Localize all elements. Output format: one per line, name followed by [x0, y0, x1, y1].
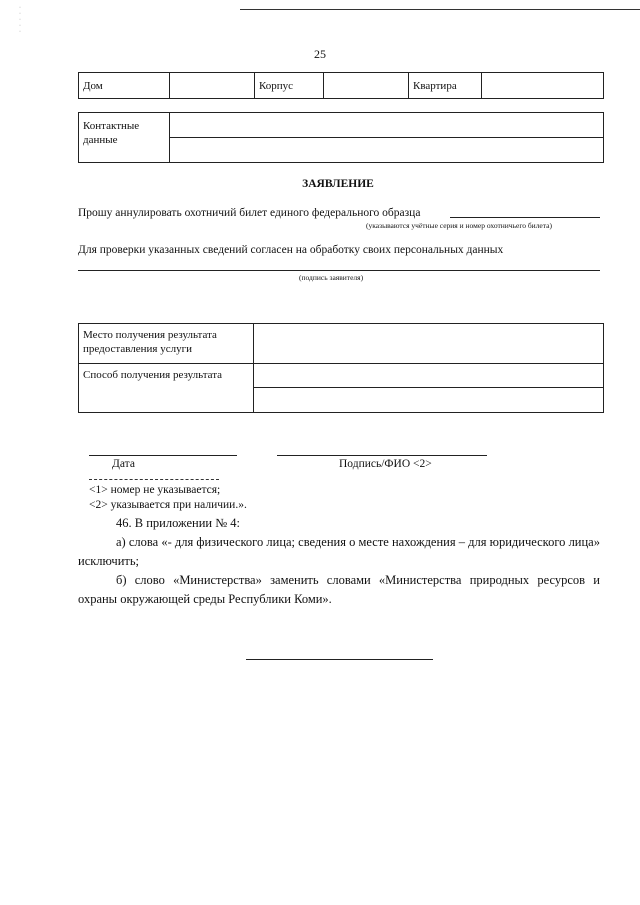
house-field[interactable]	[170, 73, 255, 99]
signature-label: Подпись/ФИО <2>	[339, 458, 432, 470]
footnote-1: <1> номер не указывается;	[89, 484, 221, 496]
item-b: б) слово «Министерства» заменить словами «Министерства природных ресурсов и охраны окружающей среды Республики Коми».	[78, 573, 600, 606]
margin-marks: · · · · ·	[19, 5, 22, 35]
request-hint: (указываются учётные серия и номер охотничьего билета)	[366, 221, 552, 230]
item-46: 46. В приложении № 4:	[116, 516, 241, 530]
contacts-field-2[interactable]	[170, 138, 604, 163]
address-table	[78, 72, 604, 99]
page-number: 25	[314, 47, 326, 61]
result-method-label: Способ получения результата	[79, 364, 254, 413]
top-rule	[240, 9, 640, 10]
signature-hint: (подпись заявителя)	[299, 273, 364, 282]
date-label: Дата	[112, 458, 135, 470]
building-field[interactable]	[324, 73, 409, 99]
result-method-field-1[interactable]	[254, 364, 604, 388]
house-label: Дом	[79, 73, 170, 99]
footnote-2: <2> указывается при наличии.».	[89, 499, 247, 511]
date-line[interactable]	[89, 455, 237, 456]
closing-rule	[246, 659, 433, 660]
contacts-label: Контактные данные	[79, 113, 170, 163]
contacts-table	[78, 112, 604, 163]
footnote-divider	[89, 479, 219, 480]
contacts-field-1[interactable]	[170, 113, 604, 138]
result-place-field[interactable]	[254, 324, 604, 364]
result-table	[78, 323, 604, 413]
item-a: а) слова «- для физического лица; сведения о месте нахождения – для юридического лица» исключить;	[78, 535, 600, 568]
request-text: Прошу аннулировать охотничий билет единого федерального образца	[78, 207, 421, 219]
signature-line[interactable]	[277, 455, 487, 456]
result-place-label: Место получения результата предоставления услуги	[79, 324, 254, 364]
result-method-field-2[interactable]	[254, 388, 604, 413]
apartment-field[interactable]	[482, 73, 604, 99]
applicant-signature-line[interactable]	[78, 270, 600, 271]
statement-title: ЗАЯВЛЕНИЕ	[302, 178, 374, 190]
apartment-label: Квартира	[409, 73, 482, 99]
consent-text: Для проверки указанных сведений согласен на обработку своих персональных данных	[78, 244, 504, 256]
ticket-number-line[interactable]	[450, 217, 600, 218]
building-label: Корпус	[255, 73, 324, 99]
